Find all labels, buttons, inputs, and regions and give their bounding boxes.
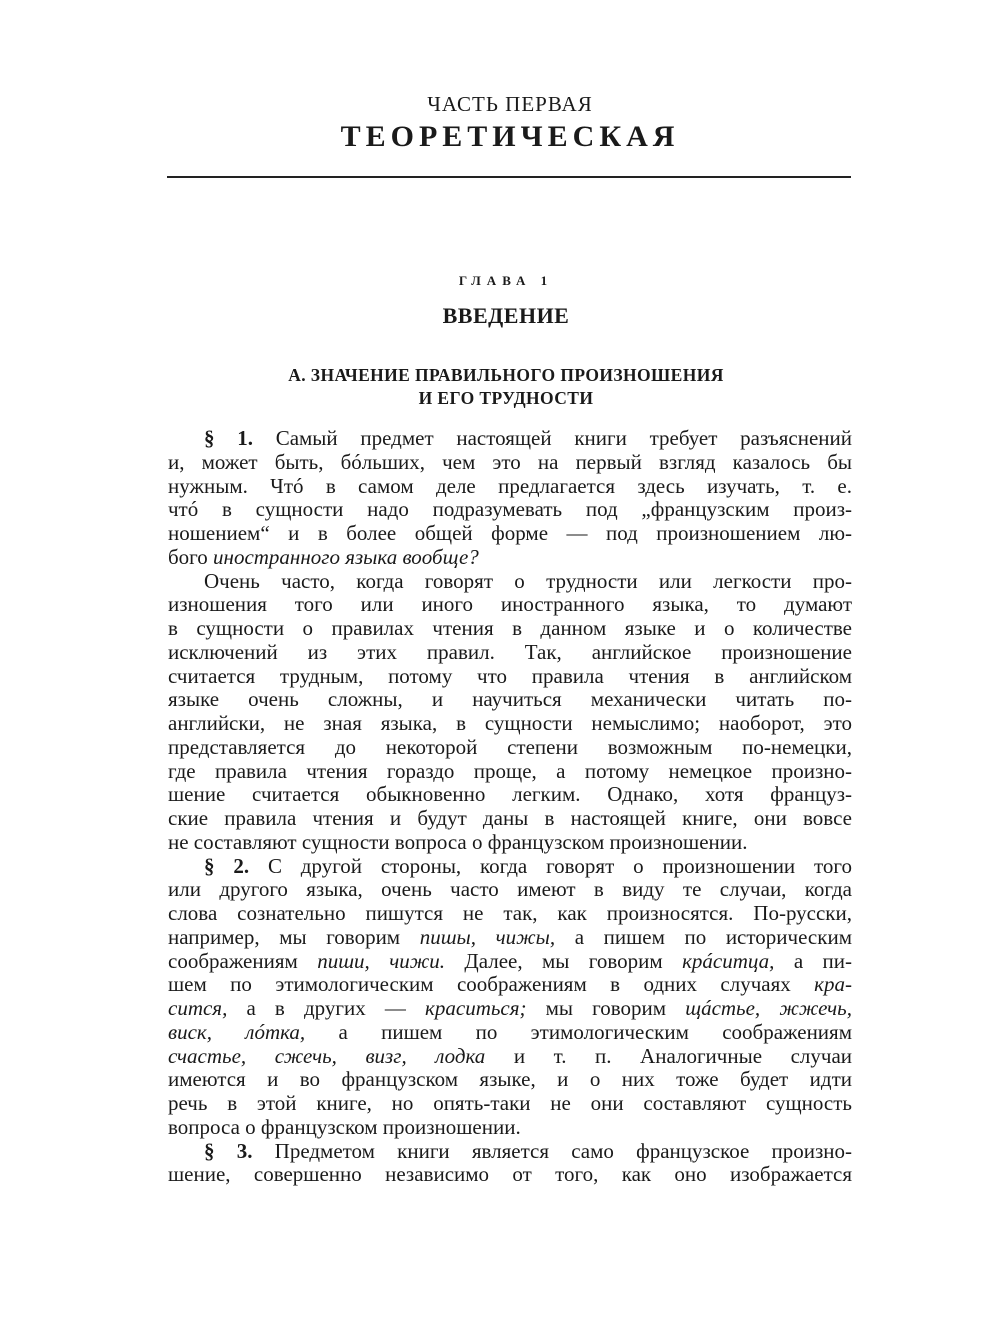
text-line: соображениям пиши, чижи. Далее, мы говорим крáситца, а пи- bbox=[168, 948, 853, 973]
text-line: имеются и во французском языке, и о них тоже будет идти bbox=[168, 1067, 852, 1092]
body-text bbox=[168, 427, 852, 1187]
text-line: § 2. С другой стороны, когда говорят о произношении того bbox=[204, 853, 852, 878]
text-line: например, мы говорим пишы, чижы, а пишем по историческим bbox=[168, 924, 852, 949]
text-line: слова сознательно пишутся не так, как произносятся. По-русски, bbox=[168, 901, 852, 925]
text-line: счастье, сжечь, визг, лодка и т. п. Аналогичные случаи bbox=[168, 1043, 852, 1068]
text-line: § 1. Самый предмет настоящей книги требует разъяснений bbox=[204, 426, 853, 450]
text-line: языке очень сложны, и научиться механически читать по- bbox=[168, 687, 852, 712]
text-line: § 3. Предметом книги является само французское произно- bbox=[204, 1138, 853, 1163]
text-line: считается трудным, потому что правила чтения в английском bbox=[168, 663, 852, 688]
chapter-title: ВВЕДЕНИЕ bbox=[442, 303, 570, 328]
horizontal-rule bbox=[167, 176, 851, 178]
part-label: ЧАСТЬ ПЕРВАЯ bbox=[427, 92, 593, 116]
chapter-label: ГЛАВА 1 bbox=[458, 273, 554, 288]
paragraph-number: § 2. bbox=[204, 853, 250, 878]
paragraph-number: § 1. bbox=[204, 426, 253, 450]
section-title bbox=[0, 364, 1000, 410]
text-line: и, может быть, бóльших, чем это на первый взгляд казалось бы bbox=[168, 449, 852, 474]
paragraph-number: § 3. bbox=[204, 1138, 253, 1163]
text-line: или другого языка, очень часто имеют в виду те случаи, когда bbox=[168, 877, 852, 902]
text-line: не составляют сущности вопроса о французском произношении. bbox=[168, 829, 748, 854]
text-line: Очень часто, когда говорят о трудности или легкости про- bbox=[204, 568, 852, 593]
text-line: шение, совершенно независимо от того, как оно изображается bbox=[168, 1162, 852, 1187]
text-line: чтó в сущности надо подразумевать под „французским произ- bbox=[168, 497, 852, 522]
text-line: нужным. Чтó в самом деле предлагается здесь изучать, т. е. bbox=[168, 473, 852, 498]
text-line: вопроса о французском произношении. bbox=[168, 1114, 521, 1139]
text-line: ношением“ и в более общей форме — под произношением лю- bbox=[168, 521, 852, 545]
text-line: шение считается обыкновенно легким. Однако, хотя француз- bbox=[168, 782, 852, 807]
section-title-line: А. ЗНАЧЕНИЕ ПРАВИЛЬНОГО ПРОИЗНОШЕНИЯ bbox=[288, 365, 724, 385]
text-line: бого иностранного языка вообще? bbox=[168, 544, 479, 569]
text-line: виск, лóтка, а пишем по этимологическим соображениям bbox=[168, 1019, 852, 1044]
text-line: английски, не зная языка, в сущности немыслимо; наоборот, это bbox=[168, 711, 852, 735]
text-line: ские правила чтения и будут даны в настоящей книге, они вовсе bbox=[168, 806, 852, 830]
text-line: представляется до некоторой степени возможным по-немецки, bbox=[168, 734, 852, 759]
section-title-line: И ЕГО ТРУДНОСТИ bbox=[418, 388, 594, 408]
text-line: исключений из этих правил. Так, английское произношение bbox=[168, 639, 852, 664]
text-line: шем по этимологическим соображениям в одних случаях кра- bbox=[168, 972, 852, 997]
text-line: где правила чтения гораздо проще, а потому немецкое произно- bbox=[168, 758, 852, 783]
text-line: изношения того или иного иностранного языка, то думают bbox=[168, 592, 852, 617]
text-line: сится, а в других — краситься; мы говорим щáстье, жжечь, bbox=[168, 996, 852, 1020]
part-title: ТЕОРЕТИЧЕСКАЯ bbox=[340, 120, 680, 153]
text-line: речь в этой книге, но опять-таки не они составляют сущность bbox=[168, 1091, 852, 1115]
text-line: в сущности о правилах чтения в данном языке и о количестве bbox=[168, 616, 852, 640]
